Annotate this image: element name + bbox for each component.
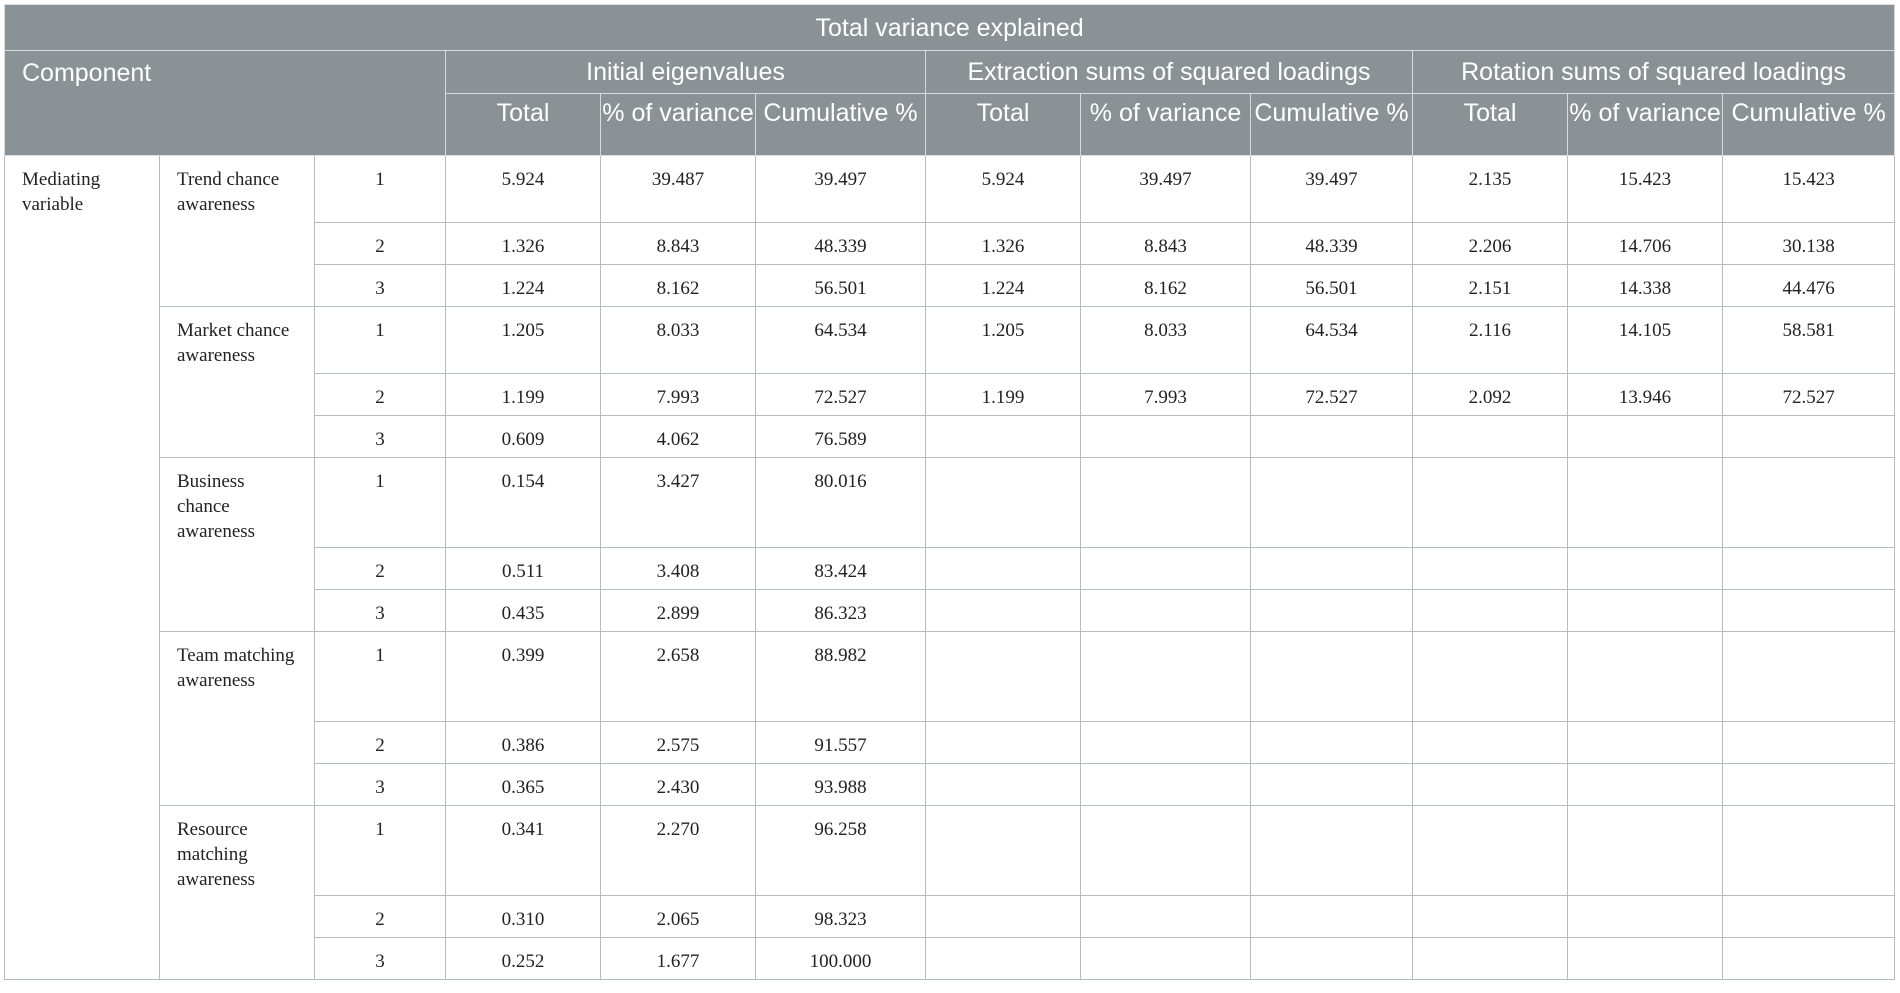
component-number-cell: 2 [315, 896, 446, 938]
value-cell: 0.609 [446, 416, 601, 458]
value-cell: 5.924 [446, 156, 601, 223]
value-cell: 0.386 [446, 722, 601, 764]
value-cell: 13.946 [1568, 374, 1723, 416]
value-cell [1081, 806, 1251, 896]
value-cell: 8.843 [1081, 223, 1251, 265]
component-number-cell: 1 [315, 632, 446, 722]
value-cell: 48.339 [1251, 223, 1413, 265]
col-header-total: Total [1413, 94, 1568, 156]
value-cell [1568, 590, 1723, 632]
group-label: Business chance awareness [160, 458, 315, 632]
value-cell: 72.527 [756, 374, 926, 416]
component-number-cell: 2 [315, 374, 446, 416]
value-cell: 2.135 [1413, 156, 1568, 223]
table-row [5, 307, 1895, 374]
component-number-cell: 2 [315, 223, 446, 265]
value-cell [1568, 806, 1723, 896]
value-cell [1723, 764, 1895, 806]
table-title: Total variance explained [5, 5, 1895, 51]
value-cell [1568, 548, 1723, 590]
col-header-percent-variance: % of variance [1081, 94, 1251, 156]
value-cell [1413, 764, 1568, 806]
value-cell: 88.982 [756, 632, 926, 722]
value-cell [1568, 764, 1723, 806]
value-cell: 76.589 [756, 416, 926, 458]
value-cell: 0.252 [446, 938, 601, 980]
value-cell [1251, 764, 1413, 806]
value-cell: 44.476 [1723, 265, 1895, 307]
rotation-sums-header: Rotation sums of squared loadings [1413, 51, 1895, 94]
value-cell [926, 722, 1081, 764]
value-cell: 0.511 [446, 548, 601, 590]
group-label: Trend chance awareness [160, 156, 315, 307]
component-number-cell: 1 [315, 156, 446, 223]
value-cell [1081, 590, 1251, 632]
value-cell [1251, 896, 1413, 938]
value-cell: 1.199 [926, 374, 1081, 416]
value-cell: 8.162 [601, 265, 756, 307]
group-label: Market chance awareness [160, 307, 315, 458]
value-cell: 8.033 [601, 307, 756, 374]
value-cell [1413, 632, 1568, 722]
value-cell [1081, 416, 1251, 458]
col-header-percent-variance: % of variance [1568, 94, 1723, 156]
value-cell [1251, 722, 1413, 764]
value-cell: 0.154 [446, 458, 601, 548]
value-cell [1413, 548, 1568, 590]
value-cell: 2.899 [601, 590, 756, 632]
value-cell: 56.501 [756, 265, 926, 307]
value-cell [1081, 938, 1251, 980]
value-cell [926, 416, 1081, 458]
table-row [5, 632, 1895, 722]
value-cell: 39.497 [1251, 156, 1413, 223]
variance-table-container [4, 4, 1894, 989]
value-cell [1413, 896, 1568, 938]
value-cell: 1.224 [926, 265, 1081, 307]
value-cell [1081, 722, 1251, 764]
col-header-cumulative: Cumulative % [1723, 94, 1895, 156]
extraction-sums-header: Extraction sums of squared loadings [926, 51, 1413, 94]
value-cell [1413, 416, 1568, 458]
col-header-percent-variance: % of variance [601, 94, 756, 156]
value-cell: 14.706 [1568, 223, 1723, 265]
value-cell: 64.534 [1251, 307, 1413, 374]
value-cell [1723, 806, 1895, 896]
component-number-cell: 1 [315, 307, 446, 374]
value-cell [1568, 896, 1723, 938]
component-number-cell: 2 [315, 722, 446, 764]
value-cell: 86.323 [756, 590, 926, 632]
group-label: Resource matching awareness [160, 806, 315, 980]
category-label: Mediating variable [5, 156, 160, 980]
value-cell: 83.424 [756, 548, 926, 590]
value-cell: 98.323 [756, 896, 926, 938]
value-cell: 39.487 [601, 156, 756, 223]
value-cell [1413, 590, 1568, 632]
variance-table [4, 4, 1895, 980]
value-cell: 56.501 [1251, 265, 1413, 307]
value-cell: 4.062 [601, 416, 756, 458]
value-cell [1081, 896, 1251, 938]
component-number-cell: 1 [315, 458, 446, 548]
value-cell: 2.270 [601, 806, 756, 896]
col-header-total: Total [926, 94, 1081, 156]
value-cell: 5.924 [926, 156, 1081, 223]
value-cell: 93.988 [756, 764, 926, 806]
value-cell: 96.258 [756, 806, 926, 896]
value-cell: 91.557 [756, 722, 926, 764]
value-cell: 3.408 [601, 548, 756, 590]
value-cell [1723, 896, 1895, 938]
value-cell: 64.534 [756, 307, 926, 374]
value-cell: 1.205 [446, 307, 601, 374]
table-body [5, 156, 1895, 980]
component-number-cell: 3 [315, 416, 446, 458]
value-cell: 2.065 [601, 896, 756, 938]
component-number-cell: 2 [315, 548, 446, 590]
value-cell: 58.581 [1723, 307, 1895, 374]
component-number-cell: 3 [315, 764, 446, 806]
value-cell [1413, 806, 1568, 896]
value-cell: 15.423 [1723, 156, 1895, 223]
value-cell [1723, 548, 1895, 590]
value-cell: 30.138 [1723, 223, 1895, 265]
group-label: Team matching awareness [160, 632, 315, 806]
value-cell: 7.993 [601, 374, 756, 416]
value-cell [1251, 458, 1413, 548]
value-cell: 0.399 [446, 632, 601, 722]
value-cell: 14.338 [1568, 265, 1723, 307]
value-cell [1081, 632, 1251, 722]
value-cell [1413, 722, 1568, 764]
table-row [5, 156, 1895, 223]
value-cell [1251, 416, 1413, 458]
col-header-cumulative: Cumulative % [1251, 94, 1413, 156]
value-cell [1081, 764, 1251, 806]
value-cell [1568, 458, 1723, 548]
value-cell: 39.497 [1081, 156, 1251, 223]
value-cell: 1.224 [446, 265, 601, 307]
value-cell: 3.427 [601, 458, 756, 548]
value-cell [926, 896, 1081, 938]
value-cell: 100.000 [756, 938, 926, 980]
value-cell [1251, 632, 1413, 722]
value-cell: 1.326 [446, 223, 601, 265]
value-cell [926, 764, 1081, 806]
value-cell [1251, 548, 1413, 590]
value-cell [1568, 722, 1723, 764]
value-cell [1081, 548, 1251, 590]
value-cell: 2.151 [1413, 265, 1568, 307]
value-cell: 7.993 [1081, 374, 1251, 416]
value-cell: 2.116 [1413, 307, 1568, 374]
value-cell: 2.575 [601, 722, 756, 764]
value-cell: 39.497 [756, 156, 926, 223]
value-cell: 0.365 [446, 764, 601, 806]
value-cell: 8.843 [601, 223, 756, 265]
table-row [5, 806, 1895, 896]
value-cell [1413, 458, 1568, 548]
initial-eigenvalues-header: Initial eigenvalues [446, 51, 926, 94]
component-number-cell: 3 [315, 265, 446, 307]
value-cell: 0.435 [446, 590, 601, 632]
value-cell [926, 548, 1081, 590]
value-cell: 15.423 [1568, 156, 1723, 223]
value-cell [1251, 590, 1413, 632]
value-cell: 1.326 [926, 223, 1081, 265]
value-cell: 2.430 [601, 764, 756, 806]
value-cell [1723, 416, 1895, 458]
value-cell: 1.677 [601, 938, 756, 980]
value-cell: 2.658 [601, 632, 756, 722]
component-number-cell: 1 [315, 806, 446, 896]
value-cell [1251, 938, 1413, 980]
value-cell: 48.339 [756, 223, 926, 265]
col-header-cumulative: Cumulative % [756, 94, 926, 156]
value-cell: 2.092 [1413, 374, 1568, 416]
value-cell: 80.016 [756, 458, 926, 548]
value-cell [926, 632, 1081, 722]
value-cell [1723, 722, 1895, 764]
value-cell: 0.310 [446, 896, 601, 938]
value-cell [1568, 632, 1723, 722]
value-cell [926, 590, 1081, 632]
value-cell [926, 938, 1081, 980]
col-header-total: Total [446, 94, 601, 156]
value-cell: 0.341 [446, 806, 601, 896]
value-cell: 8.033 [1081, 307, 1251, 374]
component-header: Component [5, 51, 446, 156]
value-cell [926, 458, 1081, 548]
value-cell: 1.199 [446, 374, 601, 416]
value-cell [1723, 458, 1895, 548]
value-cell: 72.527 [1251, 374, 1413, 416]
value-cell: 14.105 [1568, 307, 1723, 374]
value-cell [1568, 416, 1723, 458]
value-cell [926, 806, 1081, 896]
value-cell [1723, 938, 1895, 980]
value-cell [1413, 938, 1568, 980]
component-number-cell: 3 [315, 938, 446, 980]
value-cell [1723, 590, 1895, 632]
value-cell [1251, 806, 1413, 896]
value-cell: 1.205 [926, 307, 1081, 374]
value-cell [1081, 458, 1251, 548]
component-number-cell: 3 [315, 590, 446, 632]
value-cell [1723, 632, 1895, 722]
value-cell: 8.162 [1081, 265, 1251, 307]
value-cell: 2.206 [1413, 223, 1568, 265]
value-cell: 72.527 [1723, 374, 1895, 416]
value-cell [1568, 938, 1723, 980]
table-row [5, 458, 1895, 548]
